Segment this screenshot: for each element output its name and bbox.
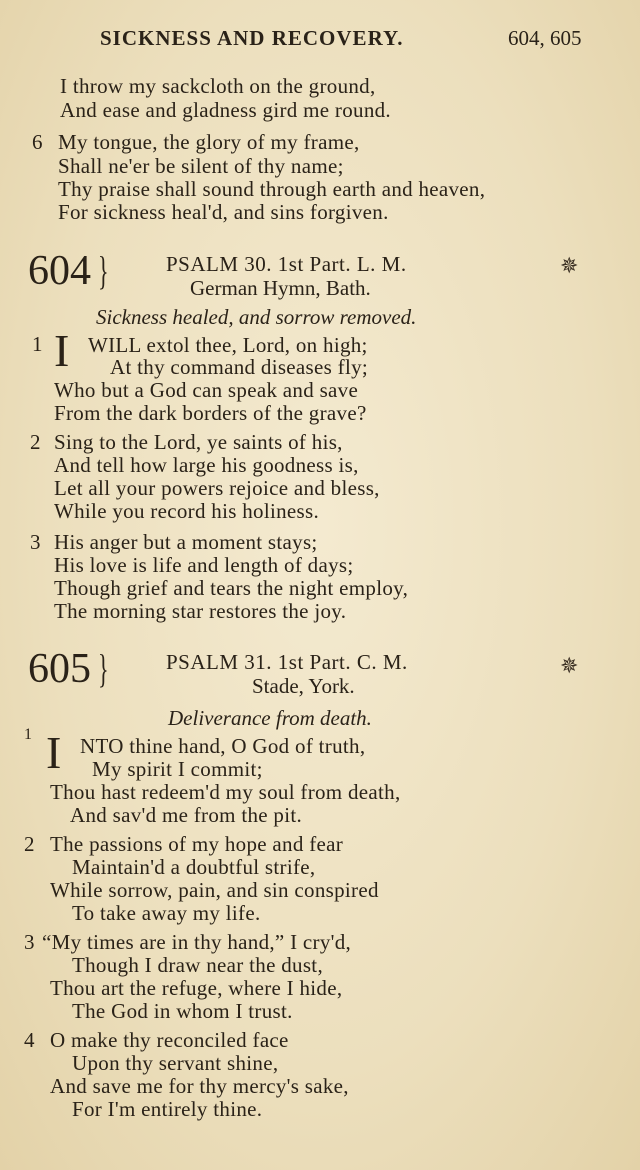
ornament-icon: ✵ <box>560 654 579 679</box>
verse-line: I throw my sackcloth on the ground, <box>60 74 376 98</box>
stanza-number: 2 <box>24 832 35 856</box>
verse-line: The God in whom I trust. <box>72 999 293 1023</box>
verse-line: Who but a God can speak and save <box>54 378 359 402</box>
verse-line: For I'm entirely thine. <box>72 1097 263 1121</box>
stanza-number: 1 <box>32 332 43 356</box>
verse-line: And sav'd me from the pit. <box>70 803 303 827</box>
stanza-number: 2 <box>30 430 41 454</box>
page-header <box>0 26 640 56</box>
stanza-number: 6 <box>32 130 43 154</box>
hymn-number: 604 <box>28 248 91 294</box>
verse-line: My spirit I commit; <box>92 757 263 781</box>
hymn-number: 605 <box>28 646 91 692</box>
hymn-subject: Sickness healed, and sorrow removed. <box>96 305 417 329</box>
verse-line: And tell how large his goodness is, <box>54 453 359 477</box>
psalm-reference: PSALM 31. 1st Part. C. M. <box>166 650 408 674</box>
verse-line: Shall ne'er be silent of thy name; <box>58 154 344 178</box>
stanza-number: 3 <box>24 930 35 954</box>
psalm-reference: PSALM 30. 1st Part. L. M. <box>166 252 407 276</box>
verse-line: Though grief and tears the night employ, <box>54 576 409 600</box>
verse-line: WILL extol thee, Lord, on high; <box>88 333 368 357</box>
verse-line: To take away my life. <box>72 901 261 925</box>
verse-line: The passions of my hope and fear <box>50 832 344 856</box>
verse-line: The morning star restores the joy. <box>54 599 347 623</box>
verse-line: Upon thy servant shine, <box>72 1051 279 1075</box>
brace: } <box>98 646 109 691</box>
stanza-number: 1 <box>24 726 32 743</box>
verse-line: And ease and gladness gird me round. <box>60 98 391 122</box>
dropcap: I <box>46 727 62 778</box>
verse-line: Maintain'd a doubtful strife, <box>72 855 316 879</box>
tune-names: German Hymn, Bath. <box>190 276 371 300</box>
verse-line: His anger but a moment stays; <box>54 530 318 554</box>
verse-line: Thou hast redeem'd my soul from death, <box>50 780 401 804</box>
hymn-subject: Deliverance from death. <box>168 706 372 730</box>
verse-line: Thy praise shall sound through earth and heaven, <box>58 177 486 201</box>
page-range: 604, 605 <box>508 26 582 50</box>
stanza-number: 4 <box>24 1028 35 1052</box>
brace: } <box>98 248 109 293</box>
verse-line: While sorrow, pain, and sin conspired <box>50 878 379 902</box>
verse-line: And save me for thy mercy's sake, <box>50 1074 349 1098</box>
dropcap: I <box>54 325 70 376</box>
verse-line: From the dark borders of the grave? <box>54 401 367 425</box>
verse-line: NTO thine hand, O God of truth, <box>80 734 366 758</box>
verse-line: Let all your powers rejoice and bless, <box>54 476 380 500</box>
verse-line: O make thy reconciled face <box>50 1028 289 1052</box>
verse-line: Though I draw near the dust, <box>72 953 323 977</box>
verse-line: For sickness heal'd, and sins forgiven. <box>58 200 389 224</box>
verse-line: “My times are in thy hand,” I cry'd, <box>42 930 352 954</box>
verse-line: His love is life and length of days; <box>54 553 354 577</box>
ornament-icon: ✵ <box>560 254 579 279</box>
verse-line: My tongue, the glory of my frame, <box>58 130 360 154</box>
verse-line: Thou art the refuge, where I hide, <box>50 976 343 1000</box>
verse-line: While you record his holiness. <box>54 499 320 523</box>
tune-names: Stade, York. <box>252 674 355 698</box>
stanza-number: 3 <box>30 530 41 554</box>
verse-line: Sing to the Lord, ye saints of his, <box>54 430 343 454</box>
verse-line: At thy command diseases fly; <box>110 355 369 379</box>
running-title: SICKNESS AND RECOVERY. <box>100 26 404 50</box>
